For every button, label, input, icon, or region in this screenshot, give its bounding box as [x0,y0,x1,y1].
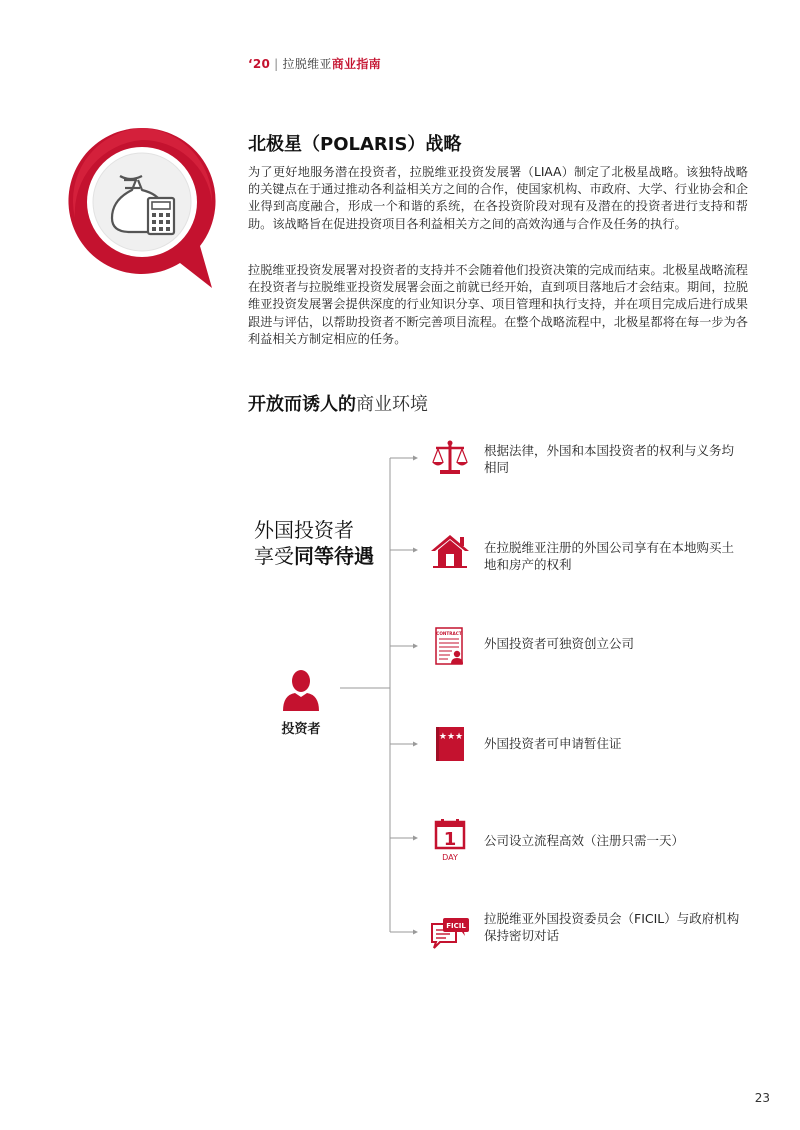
scales-icon [430,438,470,478]
residence-permit-icon [430,724,470,764]
benefit-text: 拉脱维亚外国投资委员会（FICIL）与政府机构保持密切对话 [484,911,740,943]
header-title: 拉脱维亚 [282,57,332,71]
benefit-text: 公司设立流程高效（注册只需一天） [484,833,685,848]
svg-text:★★★: ★★★ [438,732,464,742]
person-icon [281,667,321,713]
subheading-light: 商业环境 [356,394,428,415]
investor-label: 投资者 [281,722,321,737]
equal-treatment-line1: 外国投资者 [254,518,354,542]
header-separator: | [274,57,279,71]
header-title-accent: 商业指南 [331,57,381,71]
equal-treatment-plain: 享受 [254,544,294,568]
process-paragraph: 拉脱维亚投资发展署对投资者的支持并不会随着他们投资决策的完成而结束。北极星战略流程在投资者与拉脱维亚投资发展署会面之前就已经开始，直到项目落地后才会结束。期间，拉脱维亚投资发展署会提供深度的行业知识分享、项目管理和执行支持，并在项目完成后进行成果跟进与评估，以帮助投资者不断完善项目流程。在整个战略流程中，北极星都将在每一步为各利益相关方制定相应的任务。 [248,263,748,346]
contract-icon [430,626,470,666]
calendar-icon [430,818,470,864]
benefit-text: 外国投资者可独资创立公司 [484,636,635,651]
contract-icon-label: CONTRACT [436,631,462,636]
subheading-bold: 开放而诱人的 [248,394,356,415]
chat-icon-label: FICIL [446,922,466,930]
page-number: 23 [754,1091,770,1105]
benefit-text: 在拉脱维亚注册的外国公司享有在本地购买土地和房产的权利 [484,540,735,572]
calendar-icon-number: 1 [443,829,457,850]
intro-paragraph: 为了更好地服务潜在投资者，拉脱维亚投资发展署（LIAA）制定了北极星战略。该独特战略的关键点在于通过推动各利益相关方之间的合作，使国家机构、市政府、大学、行业协会和企业得到高度融合，形成一个和谐的系统，在各投资阶段对现有及潜在的投资者进行支持和帮助。该战略旨在促进投资项目各利益相关方之间的高效沟通与合作及任务的执行。 [248,165,748,231]
calendar-icon-label: DAY [442,853,458,862]
equal-treatment-bold: 同等待遇 [294,544,374,568]
benefit-text: 外国投资者可申请暂住证 [484,736,622,751]
header-year: ‘20 [248,57,271,71]
chat-icon [430,914,470,954]
benefit-text: 根据法律，外国和本国投资者的权利与义务均相同 [484,443,735,475]
house-icon [430,530,470,570]
section-title: 北极星（POLARIS）战略 [248,134,462,155]
